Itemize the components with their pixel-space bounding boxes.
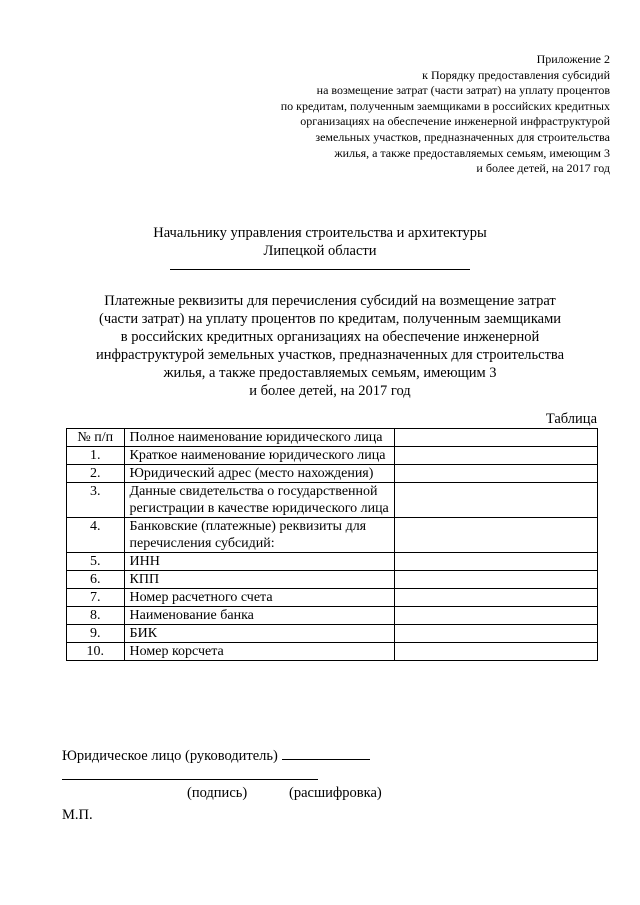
- row-label: Номер корсчета: [124, 643, 395, 661]
- document-title: [95, 292, 565, 400]
- appendix-line: жилья, а также предоставляемых семьям, имеющим 3: [334, 145, 610, 160]
- row-number: 8.: [67, 607, 125, 625]
- appendix-line: земельных участков, предназначенных для строительства: [315, 129, 610, 144]
- table-row: [67, 643, 598, 661]
- row-value[interactable]: [395, 571, 598, 589]
- title-line: жилья, а также предоставляемых семьям, имеющим 3: [163, 365, 497, 381]
- row-number: 7.: [67, 589, 125, 607]
- row-number: 4.: [67, 518, 125, 553]
- row-label: Наименование банка: [124, 607, 395, 625]
- row-label: Банковские (платежные) реквизиты для перечисления субсидий:: [124, 518, 395, 553]
- appendix-line: и более детей, на 2017 год: [476, 161, 610, 176]
- row-value[interactable]: [395, 447, 598, 465]
- row-label: КПП: [124, 571, 395, 589]
- row-value[interactable]: [395, 607, 598, 625]
- table-row: [67, 447, 598, 465]
- appendix-line: организациях на обеспечение инженерной инфраструктурой: [300, 114, 610, 129]
- row-number: 9.: [67, 625, 125, 643]
- table-row: [67, 429, 598, 447]
- appendix-line: Приложение 2: [536, 52, 610, 66]
- row-label: Номер расчетного счета: [124, 589, 395, 607]
- row-number: 10.: [67, 643, 125, 661]
- stamp-place: М.П.: [62, 807, 93, 823]
- table-row: [67, 518, 598, 553]
- table-row: [67, 607, 598, 625]
- row-number: 1.: [67, 447, 125, 465]
- row-value[interactable]: [395, 429, 598, 447]
- table-row: [67, 589, 598, 607]
- addressee-block: [0, 224, 640, 270]
- row-number: 3.: [67, 483, 125, 518]
- title-line: Платежные реквизиты для перечисления субсидий на возмещение затрат: [104, 293, 556, 309]
- appendix-line: по кредитам, полученным заемщиками в российских кредитных: [280, 98, 610, 113]
- table-row: [67, 553, 598, 571]
- table-row: [67, 571, 598, 589]
- appendix-header: [210, 52, 610, 177]
- signature-hints: [62, 784, 382, 804]
- table-row: [67, 625, 598, 643]
- requisites-table: [66, 428, 598, 661]
- row-number: 6.: [67, 571, 125, 589]
- row-value[interactable]: [395, 625, 598, 643]
- row-value[interactable]: [395, 643, 598, 661]
- signature-hint: (подпись): [187, 785, 248, 801]
- addressee-blank-line: [170, 260, 470, 270]
- title-line: и более детей, на 2017 год: [249, 383, 411, 399]
- signature-block: [62, 745, 382, 824]
- table-row: [67, 483, 598, 518]
- row-value[interactable]: [395, 518, 598, 553]
- row-label: Полное наименование юридического лица: [124, 429, 395, 447]
- row-label: ИНН: [124, 553, 395, 571]
- row-label: Краткое наименование юридического лица: [124, 447, 395, 465]
- row-label: Данные свидетельства о государственной регистрации в качестве юридического лица: [124, 483, 395, 518]
- title-line: (части затрат) на уплату процентов по кредитам, полученным заемщиками: [98, 311, 562, 327]
- appendix-line: к Порядку предоставления субсидий: [422, 67, 610, 82]
- signature-second-line[interactable]: [62, 765, 318, 780]
- appendix-line: на возмещение затрат (части затрат) на уплату процентов: [316, 83, 610, 98]
- row-value[interactable]: [395, 589, 598, 607]
- addressee-line: Липецкой области: [263, 243, 377, 259]
- decoding-hint: (расшифровка): [289, 785, 382, 801]
- row-value[interactable]: [395, 483, 598, 518]
- row-value[interactable]: [395, 465, 598, 483]
- row-number: 2.: [67, 465, 125, 483]
- signature-row: [62, 745, 370, 765]
- title-line: инфраструктурой земельных участков, предназначенных для строительства: [95, 347, 565, 363]
- row-number: № п/п: [67, 429, 125, 447]
- row-number: 5.: [67, 553, 125, 571]
- signature-blank-line[interactable]: [282, 745, 370, 760]
- signature-label: Юридическое лицо (руководитель): [62, 748, 278, 764]
- row-label: Юридический адрес (место нахождения): [124, 465, 395, 483]
- table-row: [67, 465, 598, 483]
- table-caption: Таблица: [545, 411, 597, 427]
- title-line: в российских кредитных организациях на обеспечение инженерной: [120, 329, 540, 345]
- row-label: БИК: [124, 625, 395, 643]
- row-value[interactable]: [395, 553, 598, 571]
- addressee-line: Начальнику управления строительства и архитектуры: [153, 225, 487, 241]
